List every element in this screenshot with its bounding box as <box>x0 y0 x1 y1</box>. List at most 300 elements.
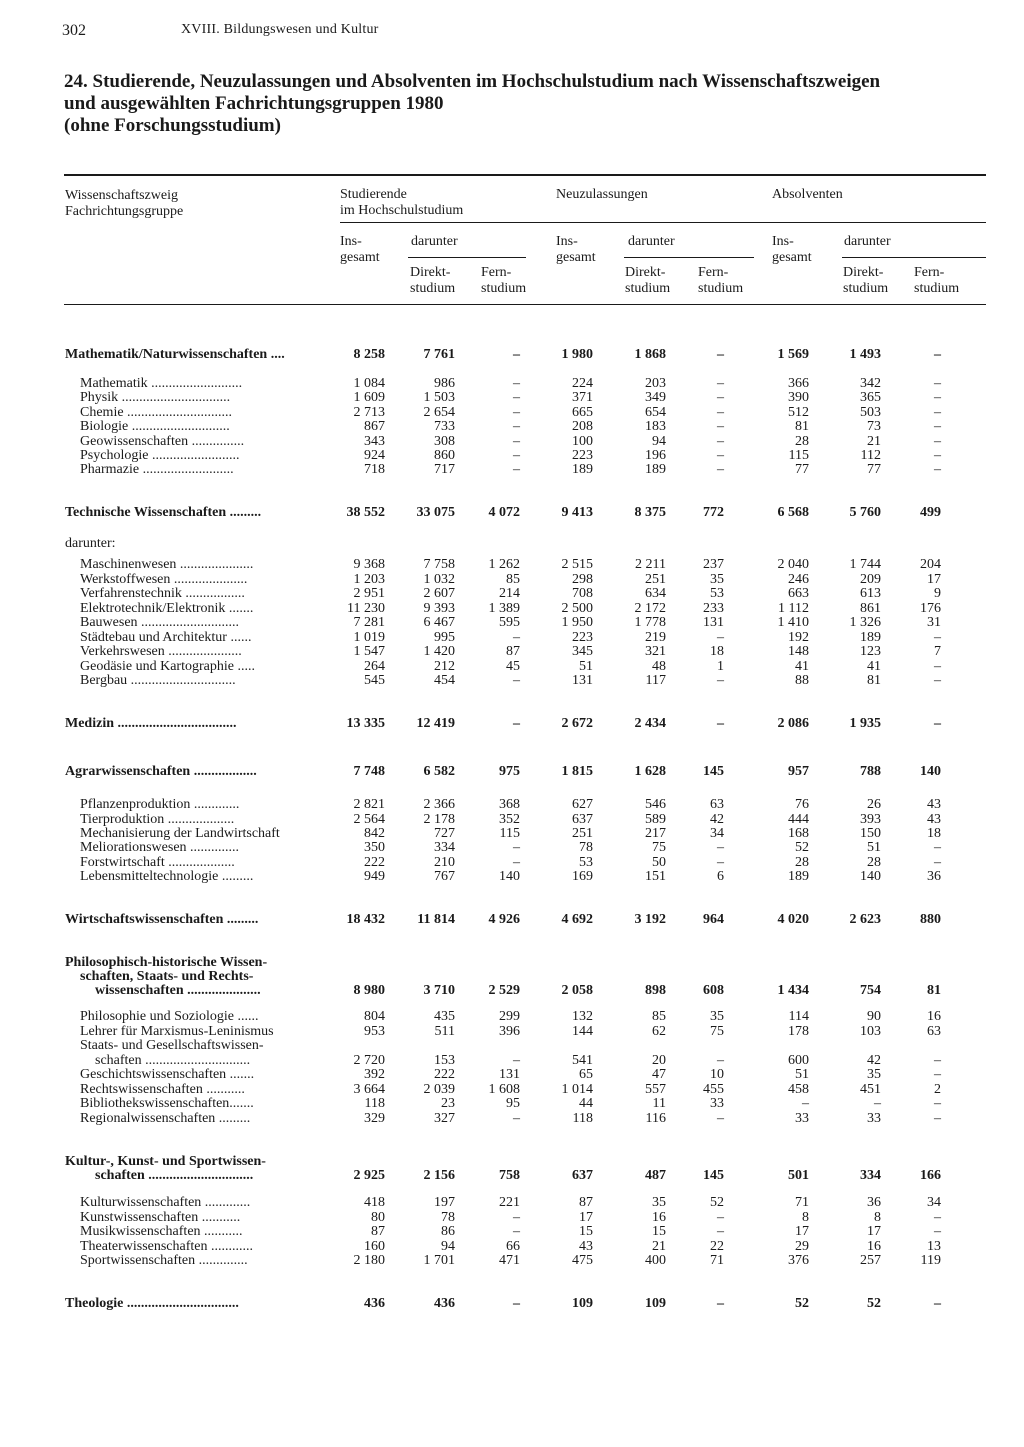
table-cell: 949 <box>364 869 385 884</box>
table-cell: 663 <box>788 586 809 601</box>
table-cell: 18 432 <box>346 912 385 927</box>
table-cell: 140 <box>499 869 520 884</box>
table-cell: – <box>717 1296 724 1311</box>
table-cell: 499 <box>920 505 941 520</box>
row-label: Wirtschaftswissenschaften ......... <box>65 912 259 927</box>
table-cell: 9 393 <box>423 601 455 616</box>
row-label: Staats- und Gesellschaftswissen- <box>80 1038 264 1053</box>
table-cell: 772 <box>703 505 724 520</box>
table-cell: 233 <box>703 601 724 616</box>
table-cell: 455 <box>703 1082 724 1097</box>
table-cell: 94 <box>652 434 666 449</box>
table-cell: 29 <box>795 1239 809 1254</box>
table-cell: 1 014 <box>561 1082 593 1097</box>
table-cell: 788 <box>860 764 881 779</box>
table-cell: 87 <box>371 1224 385 1239</box>
table-cell: 600 <box>788 1053 809 1068</box>
table-cell: 109 <box>645 1296 666 1311</box>
table-cell: 321 <box>645 644 666 659</box>
table-cell: 169 <box>572 869 593 884</box>
darunter-rule-3 <box>842 257 986 258</box>
table-cell: – <box>717 630 724 645</box>
table-cell: 43 <box>927 812 941 827</box>
row-label: Technische Wissenschaften ......... <box>65 505 262 520</box>
table-cell: 246 <box>788 572 809 587</box>
col-header-fern-1-line-1: Fern- <box>481 265 512 280</box>
table-cell: 23 <box>441 1096 455 1111</box>
darunter-rule-1 <box>408 257 526 258</box>
table-cell: – <box>717 855 724 870</box>
table-cell: – <box>717 1224 724 1239</box>
table-cell: 299 <box>499 1009 520 1024</box>
row-label: Psychologie ......................... <box>80 448 240 463</box>
table-cell: 18 <box>927 826 941 841</box>
table-cell: 214 <box>499 586 520 601</box>
table-cell: 2 951 <box>353 586 385 601</box>
table-cell: 28 <box>795 434 809 449</box>
table-cell: 3 710 <box>423 983 455 998</box>
table-cell: 665 <box>572 405 593 420</box>
table-cell: 148 <box>788 644 809 659</box>
table-cell: – <box>717 434 724 449</box>
table-cell: 867 <box>364 419 385 434</box>
table-cell: 352 <box>499 812 520 827</box>
table-cell: 396 <box>499 1024 520 1039</box>
table-cell: 1 493 <box>849 347 881 362</box>
table-cell: 9 368 <box>353 557 385 572</box>
row-label: Theaterwissenschaften ............ <box>80 1239 253 1254</box>
table-cell: 28 <box>867 855 881 870</box>
table-cell: 350 <box>364 840 385 855</box>
table-cell: 237 <box>703 557 724 572</box>
table-cell: 114 <box>788 1009 809 1024</box>
table-cell: 140 <box>860 869 881 884</box>
table-cell: 81 <box>927 983 941 998</box>
table-cell: 251 <box>645 572 666 587</box>
table-cell: 924 <box>364 448 385 463</box>
table-cell: 36 <box>867 1195 881 1210</box>
col-header-fern-2-line-2: studium <box>698 281 744 296</box>
row-label: Musikwissenschaften ........... <box>80 1224 243 1239</box>
table-cell: 298 <box>572 572 593 587</box>
table-cell: 1 950 <box>561 615 593 630</box>
col-header-insgesamt-1-line-1: Ins- <box>340 234 362 249</box>
table-cell: 4 926 <box>488 912 520 927</box>
table-cell: 2 434 <box>634 716 666 731</box>
darunter-rule-2 <box>624 257 754 258</box>
table-cell: 196 <box>645 448 666 463</box>
table-cell: 608 <box>703 983 724 998</box>
table-cell: 708 <box>572 586 593 601</box>
col-header-direkt-3 <box>843 265 888 297</box>
col-header-fern-1-line-2: studium <box>481 281 527 296</box>
table-cell: 327 <box>434 1111 455 1126</box>
table-cell: 6 582 <box>423 764 455 779</box>
table-cell: – <box>513 1296 520 1311</box>
table-cell: 51 <box>867 840 881 855</box>
table-cell: 20 <box>652 1053 666 1068</box>
table-cell: – <box>934 419 941 434</box>
table-cell: 87 <box>579 1195 593 1210</box>
table-top-rule <box>64 174 986 176</box>
table-cell: 63 <box>927 1024 941 1039</box>
table-cell: 35 <box>867 1067 881 1082</box>
row-label: Biologie ............................ <box>80 419 230 434</box>
col-header-fern-3 <box>914 265 959 297</box>
table-title-line-1: 24. Studierende, Neuzulassungen und Absolventen im Hochschulstudium nach Wissenschaftszweigen <box>64 71 881 92</box>
table-cell: 1 389 <box>488 601 520 616</box>
table-cell: 754 <box>860 983 881 998</box>
group-header-studierende <box>340 187 463 219</box>
table-cell: – <box>513 1224 520 1239</box>
table-cell: 76 <box>795 797 809 812</box>
table-cell: 444 <box>788 812 809 827</box>
table-cell: 4 072 <box>488 505 520 520</box>
table-header-bottom-rule <box>64 304 986 305</box>
table-cell: 9 413 <box>561 505 593 520</box>
row-label: schaften .............................. <box>95 1168 254 1183</box>
table-cell: 48 <box>652 659 666 674</box>
table-cell: 17 <box>795 1224 809 1239</box>
table-cell: 8 <box>874 1210 881 1225</box>
table-cell: 458 <box>788 1082 809 1097</box>
table-cell: 861 <box>860 601 881 616</box>
table-cell: – <box>934 1053 941 1068</box>
table-cell: 189 <box>572 462 593 477</box>
col-header-insgesamt-3-line-2: gesamt <box>772 250 812 265</box>
row-label: Lebensmitteltechnologie ......... <box>80 869 254 884</box>
table-cell: 4 692 <box>561 912 593 927</box>
table-cell: 804 <box>364 1009 385 1024</box>
table-cell: 334 <box>860 1168 881 1183</box>
table-cell: 112 <box>860 448 881 463</box>
table-cell: – <box>934 840 941 855</box>
table-cell: 7 761 <box>423 347 455 362</box>
col-header-fern-2 <box>698 265 743 297</box>
table-cell: – <box>717 376 724 391</box>
table-cell: 986 <box>434 376 455 391</box>
table-cell: 119 <box>920 1253 941 1268</box>
group-header-studierende-line-1: Studierende <box>340 187 407 202</box>
table-cell: – <box>513 376 520 391</box>
table-cell: 17 <box>927 572 941 587</box>
table-cell: 52 <box>795 840 809 855</box>
table-cell: 2 515 <box>561 557 593 572</box>
col-header-direkt-1-line-1: Direkt- <box>410 265 451 280</box>
row-label: Rechtswissenschaften ........... <box>80 1082 245 1097</box>
table-cell: 257 <box>860 1253 881 1268</box>
table-cell: 85 <box>506 572 520 587</box>
table-cell: 2 156 <box>423 1168 455 1183</box>
table-cell: 53 <box>579 855 593 870</box>
table-cell: 1 032 <box>423 572 455 587</box>
table-cell: – <box>934 716 941 731</box>
table-cell: 38 552 <box>346 505 385 520</box>
col-header-fern-2-line-1: Fern- <box>698 265 729 280</box>
row-label: Meliorationswesen .............. <box>80 840 240 855</box>
table-cell: 28 <box>795 855 809 870</box>
table-cell: 123 <box>860 644 881 659</box>
table-cell: 221 <box>499 1195 520 1210</box>
table-cell: 51 <box>795 1067 809 1082</box>
table-cell: 7 748 <box>353 764 385 779</box>
table-cell: 9 <box>934 586 941 601</box>
table-cell: 975 <box>499 764 520 779</box>
table-cell: 140 <box>920 764 941 779</box>
table-cell: 78 <box>579 840 593 855</box>
table-cell: 116 <box>645 1111 666 1126</box>
table-cell: 100 <box>572 434 593 449</box>
table-cell: 42 <box>867 1053 881 1068</box>
table-cell: 2 172 <box>634 601 666 616</box>
row-label: Pharmazie .......................... <box>80 462 234 477</box>
table-cell: 77 <box>867 462 881 477</box>
table-cell: 17 <box>579 1210 593 1225</box>
row-label: Mechanisierung der Landwirtschaft <box>80 826 280 841</box>
row-label: Lehrer für Marxismus-Leninismus <box>80 1024 274 1039</box>
table-cell: 329 <box>364 1111 385 1126</box>
table-cell: 418 <box>364 1195 385 1210</box>
table-cell: – <box>934 347 941 362</box>
table-cell: 995 <box>434 630 455 645</box>
table-cell: – <box>513 716 520 731</box>
table-cell: 85 <box>652 1009 666 1024</box>
table-cell: – <box>934 1096 941 1111</box>
table-cell: 52 <box>795 1296 809 1311</box>
table-cell: 545 <box>364 673 385 688</box>
table-cell: 634 <box>645 586 666 601</box>
table-cell: 2 607 <box>423 586 455 601</box>
table-cell: – <box>513 630 520 645</box>
group-header-absolventen: Absolventen <box>772 187 843 202</box>
col-header-darunter-2: darunter <box>628 234 675 249</box>
table-cell: – <box>934 1296 941 1311</box>
table-cell: 366 <box>788 376 809 391</box>
table-cell: 3 664 <box>353 1082 385 1097</box>
table-cell: 75 <box>652 840 666 855</box>
running-head: XVIII. Bildungswesen und Kultur <box>181 22 379 37</box>
table-cell: 1 084 <box>353 376 385 391</box>
table-cell: 189 <box>788 869 809 884</box>
table-cell: 376 <box>788 1253 809 1268</box>
table-cell: 860 <box>434 448 455 463</box>
table-cell: 898 <box>645 983 666 998</box>
table-cell: – <box>717 347 724 362</box>
table-cell: 733 <box>434 419 455 434</box>
table-cell: – <box>934 630 941 645</box>
table-cell: 192 <box>788 630 809 645</box>
table-title <box>64 71 994 137</box>
row-label: Tierproduktion ................... <box>80 812 235 827</box>
table-cell: 17 <box>867 1224 881 1239</box>
table-cell: – <box>513 673 520 688</box>
table-cell: – <box>874 1096 881 1111</box>
table-cell: 541 <box>572 1053 593 1068</box>
row-label: Chemie .............................. <box>80 405 233 420</box>
table-cell: 1 815 <box>561 764 593 779</box>
table-cell: 2 178 <box>423 812 455 827</box>
table-cell: 436 <box>364 1296 385 1311</box>
row-label: Agrarwissenschaften .................. <box>65 764 257 779</box>
table-cell: 80 <box>371 1210 385 1225</box>
table-cell: 2 211 <box>635 557 666 572</box>
table-cell: 451 <box>860 1082 881 1097</box>
table-cell: 595 <box>499 615 520 630</box>
table-cell: 392 <box>364 1067 385 1082</box>
table-cell: 212 <box>434 659 455 674</box>
row-label: Elektrotechnik/Elektronik ....... <box>80 601 254 616</box>
table-cell: – <box>513 462 520 477</box>
table-cell: 81 <box>795 419 809 434</box>
table-cell: 1 744 <box>849 557 881 572</box>
table-cell: 1 980 <box>561 347 593 362</box>
table-cell: 1 609 <box>353 390 385 405</box>
table-cell: 88 <box>795 673 809 688</box>
table-cell: 2 654 <box>423 405 455 420</box>
table-cell: 6 568 <box>777 505 809 520</box>
col-header-direkt-3-line-1: Direkt- <box>843 265 884 280</box>
row-label: Medizin .................................. <box>65 716 237 731</box>
table-cell: 264 <box>364 659 385 674</box>
table-cell: 2 720 <box>353 1053 385 1068</box>
table-cell: 189 <box>645 462 666 477</box>
table-cell: 13 <box>927 1239 941 1254</box>
stub-header-line-1: Wissenschaftszweig <box>65 188 178 203</box>
row-label: schaften, Staats- und Rechts- <box>80 969 254 984</box>
table-cell: 53 <box>710 586 724 601</box>
table-cell: 62 <box>652 1024 666 1039</box>
table-cell: 16 <box>927 1009 941 1024</box>
table-cell: 11 <box>652 1096 666 1111</box>
table-cell: 501 <box>788 1168 809 1183</box>
table-cell: 1 434 <box>777 983 809 998</box>
table-cell: 71 <box>795 1195 809 1210</box>
row-label: Geschichtswissenschaften ....... <box>80 1067 255 1082</box>
row-label: wissenschaften ..................... <box>95 983 261 998</box>
table-cell: 41 <box>795 659 809 674</box>
table-cell: 1 326 <box>849 615 881 630</box>
table-cell: – <box>934 405 941 420</box>
table-cell: 44 <box>579 1096 593 1111</box>
table-cell: – <box>934 462 941 477</box>
table-cell: 557 <box>645 1082 666 1097</box>
table-cell: 8 <box>802 1210 809 1225</box>
table-cell: 7 758 <box>423 557 455 572</box>
table-cell: 223 <box>572 448 593 463</box>
table-cell: 2 564 <box>353 812 385 827</box>
table-cell: 349 <box>645 390 666 405</box>
table-cell: 308 <box>434 434 455 449</box>
table-cell: – <box>934 390 941 405</box>
table-cell: 2 040 <box>777 557 809 572</box>
table-cell: 1 112 <box>778 601 809 616</box>
table-cell: 371 <box>572 390 593 405</box>
row-label: Bergbau .............................. <box>80 673 236 688</box>
table-cell: 6 <box>717 869 724 884</box>
table-cell: 178 <box>788 1024 809 1039</box>
table-cell: 50 <box>652 855 666 870</box>
table-cell: 10 <box>710 1067 724 1082</box>
table-cell: 65 <box>579 1067 593 1082</box>
table-cell: 2 821 <box>353 797 385 812</box>
table-cell: – <box>717 1053 724 1068</box>
table-cell: 73 <box>867 419 881 434</box>
table-cell: 189 <box>860 630 881 645</box>
table-cell: 1 935 <box>849 716 881 731</box>
row-label: Physik ............................... <box>80 390 231 405</box>
table-cell: 842 <box>364 826 385 841</box>
table-cell: 94 <box>441 1239 455 1254</box>
table-cell: 209 <box>860 572 881 587</box>
table-cell: 435 <box>434 1009 455 1024</box>
table-cell: 210 <box>434 855 455 870</box>
table-cell: 95 <box>506 1096 520 1111</box>
table-cell: 2 058 <box>561 983 593 998</box>
table-cell: 2 500 <box>561 601 593 616</box>
row-label: Sportwissenschaften .............. <box>80 1253 248 1268</box>
table-cell: 2 180 <box>353 1253 385 1268</box>
col-header-direkt-2-line-2: studium <box>625 281 671 296</box>
col-header-insgesamt-2-line-1: Ins- <box>556 234 578 249</box>
table-cell: 334 <box>434 840 455 855</box>
table-cell: 222 <box>364 855 385 870</box>
table-cell: 2 623 <box>849 912 881 927</box>
row-label: Bibliothekswissenschaften....... <box>80 1096 254 1111</box>
col-header-direkt-1 <box>410 265 455 297</box>
table-cell: – <box>934 1224 941 1239</box>
group-header-studierende-line-2: im Hochschulstudium <box>340 203 464 218</box>
table-cell: 219 <box>645 630 666 645</box>
table-cell: 345 <box>572 644 593 659</box>
table-cell: – <box>934 1210 941 1225</box>
table-cell: – <box>717 840 724 855</box>
table-cell: 487 <box>645 1168 666 1183</box>
table-cell: 343 <box>364 434 385 449</box>
table-cell: 33 075 <box>416 505 455 520</box>
row-label: Kultur-, Kunst- und Sportwissen- <box>65 1154 266 1169</box>
table-cell: 2 713 <box>353 405 385 420</box>
table-cell: 132 <box>572 1009 593 1024</box>
table-cell: 8 258 <box>353 347 385 362</box>
table-cell: 118 <box>572 1111 593 1126</box>
table-cell: 342 <box>860 376 881 391</box>
row-label: Bauwesen ............................ <box>80 615 240 630</box>
table-cell: 103 <box>860 1024 881 1039</box>
col-header-direkt-2-line-1: Direkt- <box>625 265 666 280</box>
row-label: Regionalwissenschaften ......... <box>80 1111 251 1126</box>
row-label: Kulturwissenschaften ............. <box>80 1195 251 1210</box>
table-cell: 47 <box>652 1067 666 1082</box>
table-cell: – <box>513 390 520 405</box>
col-header-darunter-3: darunter <box>844 234 891 249</box>
col-header-insgesamt-1-line-2: gesamt <box>340 250 380 265</box>
table-cell: 131 <box>499 1067 520 1082</box>
table-cell: – <box>934 1067 941 1082</box>
table-cell: 21 <box>867 434 881 449</box>
table-cell: 35 <box>652 1195 666 1210</box>
table-cell: 589 <box>645 812 666 827</box>
table-cell: 1 868 <box>634 347 666 362</box>
table-cell: 471 <box>499 1253 520 1268</box>
table-cell: 2 086 <box>777 716 809 731</box>
table-cell: – <box>513 419 520 434</box>
table-cell: – <box>934 376 941 391</box>
table-cell: 109 <box>572 1296 593 1311</box>
table-cell: 2 672 <box>561 716 593 731</box>
table-cell: – <box>934 1111 941 1126</box>
table-cell: 224 <box>572 376 593 391</box>
table-cell: 627 <box>572 797 593 812</box>
